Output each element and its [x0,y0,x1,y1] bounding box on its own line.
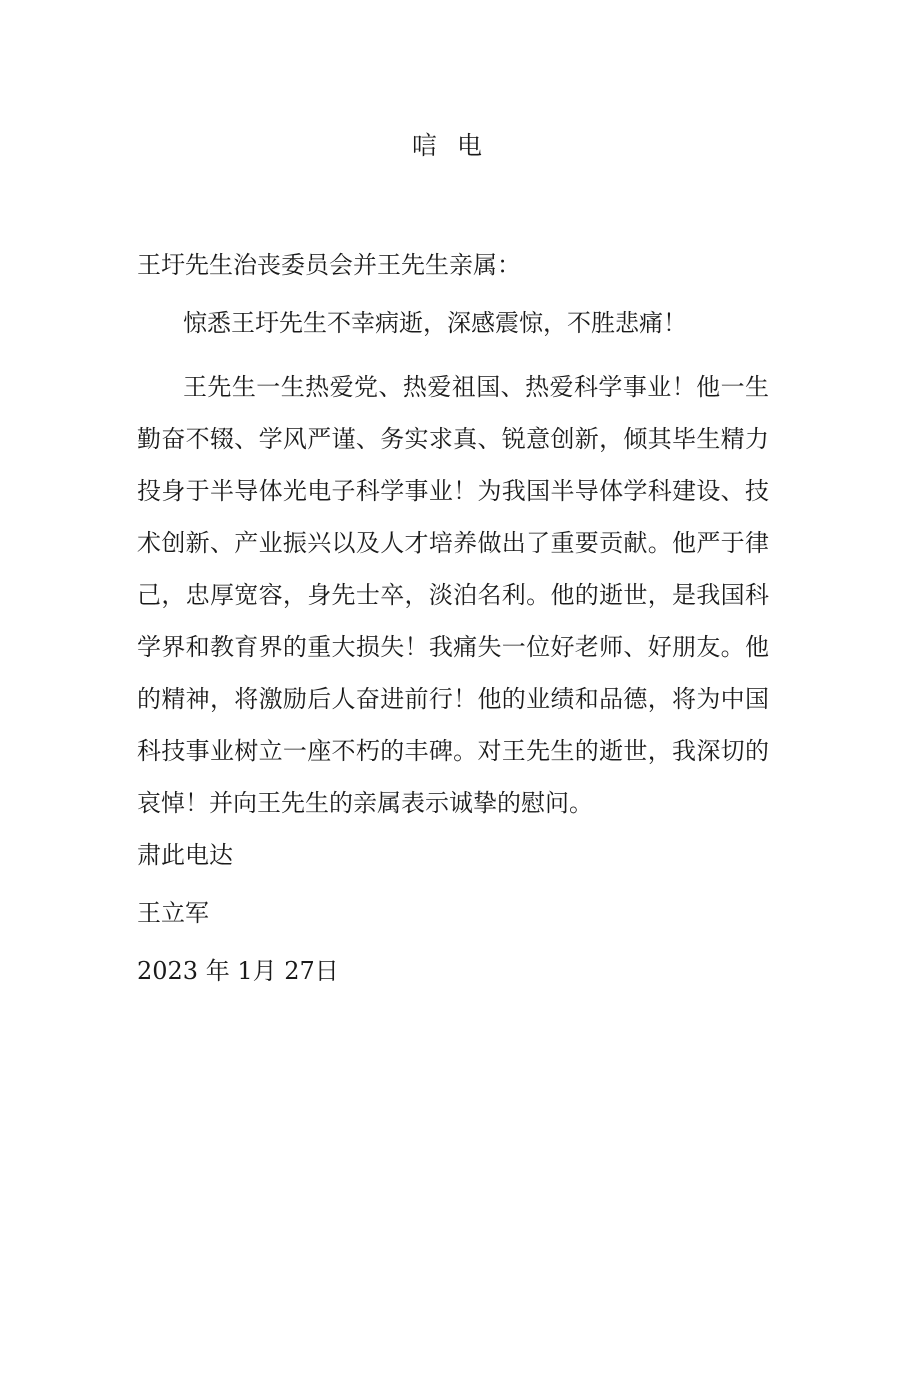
closing-line: 肃此电达 [137,841,233,869]
letter-date: 2023 年 1月 27日 [137,957,339,985]
salutation: 王圩先生治丧委员会并王先生亲属： [137,251,521,279]
opening-paragraph: 惊悉王圩先生不幸病逝，深感震惊，不胜悲痛！ [183,309,687,337]
main-paragraph: 王先生一生热爱党、热爱祖国、热爱科学事业！他一生勤奋不辍、学风严谨、务实求真、锐意创新，倾其毕生精力投身于半导体光电子科学事业！为我国半导体学科建设、技术创新、产业振兴以及人才培养做出了重要贡献。他严于律己，忠厚宽容，身先士卒，淡泊名利。他的逝世，是我国科学界和教育界的重大损失！我痛失一位好老师、好朋友。他的精神，将激励后人奋进前行！他的业绩和品德，将为中国科技事业树立一座不朽的丰碑。对王先生的逝世，我深切的哀悼！并向王先生的亲属表示诚挚的慰问。 [137,373,769,817]
letter-title: 唁 电 [412,131,488,160]
signer-name: 王立军 [137,899,209,927]
